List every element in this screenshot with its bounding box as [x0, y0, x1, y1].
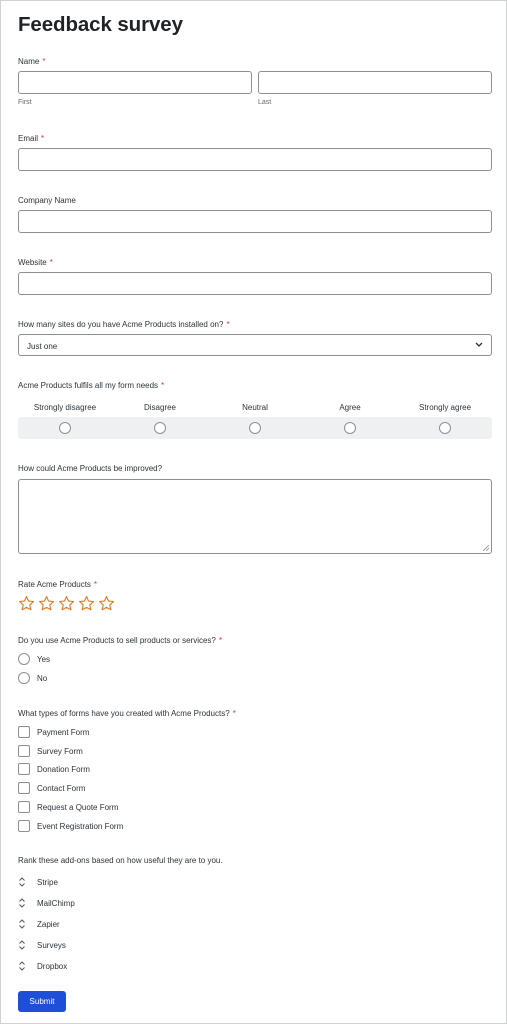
- likert-radio-neutral[interactable]: [249, 422, 261, 434]
- rank-item-stripe[interactable]: [18, 877, 58, 887]
- sell-radio-yes[interactable]: [18, 653, 30, 665]
- checkbox-contact-form[interactable]: [18, 782, 30, 794]
- likert-column-strongly-disagree: Strongly disagree: [33, 403, 97, 412]
- form-types-label: What types of forms have you created with Acme Products? *: [18, 709, 236, 718]
- star-icon[interactable]: [78, 595, 95, 612]
- company-name-input[interactable]: [18, 210, 492, 233]
- sort-handle-icon[interactable]: [18, 961, 26, 971]
- likert-radio-agree[interactable]: [344, 422, 356, 434]
- submit-button[interactable]: Submit: [18, 991, 66, 1012]
- star-icon[interactable]: [58, 595, 75, 612]
- rank-item-label: Dropbox: [37, 961, 68, 971]
- required-mark: *: [218, 636, 222, 645]
- rank-item-dropbox[interactable]: [18, 961, 67, 971]
- likert-radio-strongly-agree[interactable]: [439, 422, 451, 434]
- rank-item-label: Surveys: [37, 940, 66, 950]
- last-name-input[interactable]: [258, 71, 492, 94]
- likert-column-neutral: Neutral: [242, 403, 268, 412]
- rank-item-label: Zapier: [37, 919, 60, 929]
- likert-column-agree: Agree: [339, 403, 361, 412]
- required-mark: *: [49, 258, 53, 267]
- checkbox-payment-form[interactable]: [18, 726, 30, 738]
- required-mark: *: [41, 134, 45, 143]
- required-mark: *: [161, 381, 165, 390]
- checkbox-label: Donation Form: [37, 765, 90, 774]
- sell-option-yes-label: Yes: [37, 655, 51, 664]
- sell-radio-no[interactable]: [18, 672, 30, 684]
- rating-label: Rate Acme Products *: [18, 580, 98, 589]
- required-mark: *: [42, 57, 46, 66]
- sites-select[interactable]: [18, 334, 492, 356]
- star-icon[interactable]: [18, 595, 35, 612]
- sort-handle-icon[interactable]: [18, 898, 26, 908]
- likert-label: Acme Products fulfils all my form needs *: [18, 381, 165, 390]
- rank-item-zapier[interactable]: [18, 919, 60, 929]
- checkbox-label: Event Registration Form: [37, 822, 124, 831]
- last-name-sublabel: Last: [258, 99, 272, 106]
- company-label: Company Name: [18, 196, 76, 205]
- page-title: Feedback survey: [18, 13, 183, 36]
- checkbox-request-quote-form[interactable]: [18, 801, 30, 813]
- likert-radio-disagree[interactable]: [154, 422, 166, 434]
- rank-label: Rank these add-ons based on how useful they are to you.: [18, 856, 223, 865]
- star-rating: [18, 595, 115, 613]
- sell-option-no-label: No: [37, 674, 48, 683]
- likert-column-strongly-agree: Strongly agree: [418, 403, 472, 412]
- first-name-input[interactable]: [18, 71, 252, 94]
- resize-grip-icon[interactable]: [483, 545, 489, 551]
- website-input[interactable]: [18, 272, 492, 295]
- star-icon[interactable]: [38, 595, 55, 612]
- sort-handle-icon[interactable]: [18, 940, 26, 950]
- chevron-down-icon: [474, 339, 484, 349]
- checkbox-label: Payment Form: [37, 728, 90, 737]
- likert-column-disagree: Disagree: [143, 403, 176, 412]
- rank-item-mailchimp[interactable]: [18, 898, 75, 908]
- checkbox-donation-form[interactable]: [18, 763, 30, 775]
- likert-radio-strongly-disagree[interactable]: [59, 422, 71, 434]
- rank-item-label: MailChimp: [37, 898, 75, 908]
- checkbox-survey-form[interactable]: [18, 745, 30, 757]
- sort-handle-icon[interactable]: [18, 919, 26, 929]
- website-label: Website *: [18, 258, 53, 267]
- required-mark: *: [226, 320, 230, 329]
- improve-label: How could Acme Products be improved?: [18, 464, 163, 473]
- checkbox-label: Survey Form: [37, 747, 83, 756]
- email-field[interactable]: [18, 148, 492, 171]
- star-icon[interactable]: [98, 595, 115, 612]
- checkbox-event-registration-form[interactable]: [18, 820, 30, 832]
- checkbox-label: Contact Form: [37, 784, 86, 793]
- rank-item-label: Stripe: [37, 877, 58, 887]
- required-mark: *: [232, 709, 236, 718]
- checkbox-label: Request a Quote Form: [37, 803, 119, 812]
- sites-selected-value: Just one: [27, 342, 58, 351]
- first-name-sublabel: First: [18, 99, 32, 106]
- sell-label: Do you use Acme Products to sell products or services? *: [18, 636, 222, 645]
- improve-textarea[interactable]: [18, 479, 492, 554]
- name-label: Name *: [18, 57, 46, 66]
- email-label: Email *: [18, 134, 45, 143]
- sites-label: How many sites do you have Acme Products installed on? *: [18, 320, 230, 329]
- sort-handle-icon[interactable]: [18, 877, 26, 887]
- required-mark: *: [93, 580, 98, 589]
- rank-item-surveys[interactable]: [18, 940, 66, 950]
